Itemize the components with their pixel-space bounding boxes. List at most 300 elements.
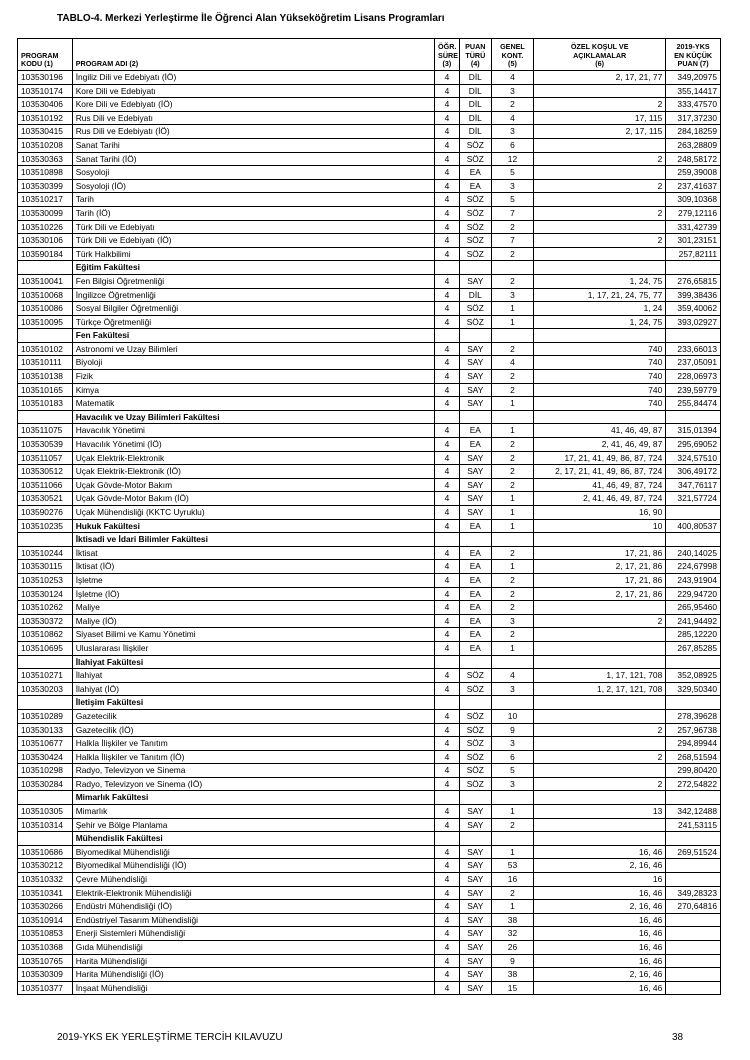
notes-cell: 2, 16, 46	[534, 859, 666, 873]
notes-cell	[534, 628, 666, 642]
notes-cell	[534, 818, 666, 832]
min-score-cell: 233,66013	[666, 342, 721, 356]
program-name-cell: Hukuk Fakültesi	[72, 519, 434, 533]
min-score-cell: 278,39628	[666, 709, 721, 723]
program-name-cell: Kore Dili ve Edebiyatı	[72, 84, 434, 98]
header-line: (4)	[470, 59, 480, 69]
table-row	[18, 913, 721, 927]
quota-cell: 38	[491, 913, 533, 927]
table-row	[18, 519, 721, 533]
table-row	[18, 954, 721, 968]
program-code-cell: 103510765	[18, 954, 73, 968]
table-row	[18, 98, 721, 112]
score-type-cell: DİL	[459, 111, 491, 125]
notes-cell	[534, 696, 666, 710]
notes-cell	[534, 791, 666, 805]
score-type-cell: EA	[459, 438, 491, 452]
min-score-cell: 352,08925	[666, 669, 721, 683]
header-line: TÜRÜ	[465, 50, 486, 60]
score-type-cell: DİL	[459, 71, 491, 85]
quota-cell: 2	[491, 451, 533, 465]
min-score-cell: 241,53115	[666, 818, 721, 832]
header-line: EN KÜÇÜK	[674, 50, 713, 60]
program-code-cell: 103510862	[18, 628, 73, 642]
program-name-cell: İktisat (İÖ)	[72, 560, 434, 574]
quota-cell: 10	[491, 709, 533, 723]
score-type-cell: SAY	[459, 478, 491, 492]
table-row	[18, 492, 721, 506]
min-score-cell: 239,59779	[666, 383, 721, 397]
duration-cell: 4	[435, 179, 460, 193]
duration-cell: 4	[435, 669, 460, 683]
score-type-cell	[459, 533, 491, 547]
program-name-cell: İngiliz Dili ve Edebiyatı (İÖ)	[72, 71, 434, 85]
quota-cell: 2	[491, 478, 533, 492]
notes-cell: 1, 17, 121, 708	[534, 669, 666, 683]
program-code-cell: 103510183	[18, 397, 73, 411]
duration-cell: 4	[435, 750, 460, 764]
quota-cell: 2	[491, 886, 533, 900]
page-title: TABLO-4. Merkezi Yerleştirme İle Öğrenci Alan Yükseköğretim Lisans Programları	[57, 13, 445, 24]
notes-cell: 740	[534, 342, 666, 356]
score-type-cell: EA	[459, 587, 491, 601]
score-type-cell: EA	[459, 546, 491, 560]
min-score-cell: 299,80420	[666, 764, 721, 778]
table-row	[18, 465, 721, 479]
program-name-cell: Türkçe Öğretmenliği	[72, 315, 434, 329]
program-name-cell: Harita Mühendisliği (İÖ)	[72, 968, 434, 982]
min-score-cell	[666, 968, 721, 982]
notes-cell: 2	[534, 206, 666, 220]
min-score-cell: 333,47570	[666, 98, 721, 112]
program-code-cell: 103530196	[18, 71, 73, 85]
program-name-cell: Tarih (İÖ)	[72, 206, 434, 220]
quota-cell: 3	[491, 737, 533, 751]
duration-cell: 4	[435, 954, 460, 968]
quota-cell	[491, 791, 533, 805]
table-row	[18, 506, 721, 520]
min-score-cell: 317,37230	[666, 111, 721, 125]
program-code-cell: 103530399	[18, 179, 73, 193]
notes-cell: 740	[534, 383, 666, 397]
score-type-cell: SÖZ	[459, 669, 491, 683]
notes-cell	[534, 764, 666, 778]
program-name-cell: Biyomedikal Mühendisliği (İÖ)	[72, 859, 434, 873]
score-type-cell: EA	[459, 573, 491, 587]
program-code-cell: 103510174	[18, 84, 73, 98]
section-row	[18, 655, 721, 669]
program-name-cell: Biyoloji	[72, 356, 434, 370]
min-score-cell: 355,14417	[666, 84, 721, 98]
duration-cell: 4	[435, 886, 460, 900]
score-type-cell: EA	[459, 179, 491, 193]
duration-cell: 4	[435, 492, 460, 506]
notes-cell: 10	[534, 519, 666, 533]
min-score-cell	[666, 410, 721, 424]
quota-cell: 6	[491, 138, 533, 152]
program-code-cell: 103530266	[18, 900, 73, 914]
quota-cell: 1	[491, 315, 533, 329]
min-score-cell: 393,02927	[666, 315, 721, 329]
header-line: PUAN	[465, 42, 486, 52]
score-type-cell: SAY	[459, 927, 491, 941]
min-score-cell: 265,95460	[666, 601, 721, 615]
quota-cell: 6	[491, 750, 533, 764]
notes-cell: 2	[534, 750, 666, 764]
header-line: KONT.	[501, 50, 524, 60]
notes-cell	[534, 832, 666, 846]
program-name-cell: Gıda Mühendisliği	[72, 941, 434, 955]
program-code-cell: 103530309	[18, 968, 73, 982]
score-type-cell: SÖZ	[459, 234, 491, 248]
program-code-cell: 103510341	[18, 886, 73, 900]
program-name-cell: Endüstri Mühendisliği (İÖ)	[72, 900, 434, 914]
table-row	[18, 342, 721, 356]
duration-cell: 4	[435, 682, 460, 696]
notes-cell: 16, 46	[534, 886, 666, 900]
program-code-cell: 103510208	[18, 138, 73, 152]
table-row	[18, 927, 721, 941]
header-min-score	[666, 39, 721, 71]
score-type-cell	[459, 832, 491, 846]
table-row	[18, 193, 721, 207]
quota-cell: 3	[491, 682, 533, 696]
header-line: PROGRAM ADI (2)	[75, 59, 139, 69]
program-name-cell: Biyomedikal Mühendisliği	[72, 845, 434, 859]
program-code-cell: 103530124	[18, 587, 73, 601]
min-score-cell: 257,96738	[666, 723, 721, 737]
score-type-cell	[459, 696, 491, 710]
program-code-cell: 103510314	[18, 818, 73, 832]
min-score-cell: 248,58172	[666, 152, 721, 166]
table-body	[18, 71, 721, 995]
min-score-cell: 255,84474	[666, 397, 721, 411]
notes-cell: 2, 16, 46	[534, 900, 666, 914]
quota-cell: 4	[491, 111, 533, 125]
program-name-cell: Fen Bilgisi Öğretmenliği	[72, 274, 434, 288]
program-code-cell: 103510914	[18, 913, 73, 927]
min-score-cell: 294,89944	[666, 737, 721, 751]
table-row	[18, 981, 721, 995]
header-line: ÖZEL KOŞUL VE	[570, 42, 629, 52]
quota-cell: 5	[491, 193, 533, 207]
score-type-cell: SÖZ	[459, 682, 491, 696]
notes-cell	[534, 220, 666, 234]
score-type-cell: SÖZ	[459, 750, 491, 764]
section-row	[18, 791, 721, 805]
notes-cell: 41, 46, 49, 87	[534, 424, 666, 438]
duration-cell: 4	[435, 206, 460, 220]
score-type-cell: SAY	[459, 913, 491, 927]
program-code-cell	[18, 832, 73, 846]
duration-cell: 4	[435, 573, 460, 587]
score-type-cell: SAY	[459, 397, 491, 411]
quota-cell: 5	[491, 764, 533, 778]
min-score-cell	[666, 832, 721, 846]
duration-cell: 4	[435, 546, 460, 560]
notes-cell	[534, 166, 666, 180]
min-score-cell	[666, 533, 721, 547]
quota-cell: 26	[491, 941, 533, 955]
notes-cell: 16, 46	[534, 981, 666, 995]
program-name-cell: İlahiyat (İÖ)	[72, 682, 434, 696]
program-name-cell: İktisadi ve İdari Bilimler Fakültesi	[72, 533, 434, 547]
min-score-cell: 268,51594	[666, 750, 721, 764]
header-notes	[534, 39, 666, 71]
header-line: KODU (1)	[21, 59, 53, 69]
quota-cell: 3	[491, 614, 533, 628]
table-row	[18, 302, 721, 316]
score-type-cell: SÖZ	[459, 152, 491, 166]
duration-cell: 4	[435, 451, 460, 465]
notes-cell	[534, 601, 666, 615]
duration-cell: 4	[435, 723, 460, 737]
notes-cell: 740	[534, 397, 666, 411]
quota-cell: 3	[491, 777, 533, 791]
quota-cell	[491, 410, 533, 424]
quota-cell: 2	[491, 587, 533, 601]
quota-cell: 3	[491, 125, 533, 139]
table-row	[18, 614, 721, 628]
score-type-cell: SAY	[459, 873, 491, 887]
min-score-cell	[666, 859, 721, 873]
notes-cell: 2	[534, 234, 666, 248]
section-row	[18, 533, 721, 547]
table-header-row	[18, 39, 721, 71]
notes-cell: 16, 46	[534, 845, 666, 859]
header-line: AÇIKLAMALAR	[573, 50, 627, 60]
duration-cell: 4	[435, 342, 460, 356]
program-code-cell: 103510262	[18, 601, 73, 615]
duration-cell: 4	[435, 152, 460, 166]
program-code-cell: 103510898	[18, 166, 73, 180]
quota-cell: 1	[491, 397, 533, 411]
program-code-cell: 103510368	[18, 941, 73, 955]
table-row	[18, 587, 721, 601]
program-code-cell	[18, 261, 73, 275]
header-line: (3)	[442, 59, 452, 69]
quota-cell: 4	[491, 71, 533, 85]
program-code-cell: 103510068	[18, 288, 73, 302]
duration-cell: 4	[435, 506, 460, 520]
program-code-cell: 103530203	[18, 682, 73, 696]
quota-cell: 15	[491, 981, 533, 995]
min-score-cell	[666, 261, 721, 275]
program-code-cell: 103511057	[18, 451, 73, 465]
score-type-cell: SAY	[459, 274, 491, 288]
duration-cell	[435, 533, 460, 547]
min-score-cell: 349,20975	[666, 71, 721, 85]
min-score-cell	[666, 954, 721, 968]
min-score-cell: 315,01394	[666, 424, 721, 438]
score-type-cell: SÖZ	[459, 723, 491, 737]
table-row	[18, 125, 721, 139]
table-row	[18, 560, 721, 574]
program-name-cell: Kore Dili ve Edebiyatı (İÖ)	[72, 98, 434, 112]
duration-cell: 4	[435, 628, 460, 642]
program-name-cell: Sosyal Bilgiler Öğretmenliği	[72, 302, 434, 316]
score-type-cell: EA	[459, 614, 491, 628]
quota-cell: 2	[491, 573, 533, 587]
program-code-cell: 103510271	[18, 669, 73, 683]
table-row	[18, 723, 721, 737]
quota-cell: 1	[491, 641, 533, 655]
program-name-cell: Mühendislik Fakültesi	[72, 832, 434, 846]
min-score-cell: 270,64816	[666, 900, 721, 914]
program-name-cell: İletişim Fakültesi	[72, 696, 434, 710]
section-row	[18, 832, 721, 846]
notes-cell	[534, 138, 666, 152]
quota-cell	[491, 533, 533, 547]
quota-cell: 1	[491, 560, 533, 574]
notes-cell: 17, 21, 41, 49, 86, 87, 724	[534, 451, 666, 465]
notes-cell: 1, 24, 75	[534, 315, 666, 329]
program-name-cell: Rus Dili ve Edebiyatı	[72, 111, 434, 125]
table-row	[18, 968, 721, 982]
duration-cell: 4	[435, 98, 460, 112]
table-row	[18, 424, 721, 438]
duration-cell: 4	[435, 383, 460, 397]
quota-cell: 2	[491, 383, 533, 397]
notes-cell: 16	[534, 873, 666, 887]
notes-cell: 17, 21, 86	[534, 546, 666, 560]
program-name-cell: Halkla İlişkiler ve Tanıtım	[72, 737, 434, 751]
table-row	[18, 71, 721, 85]
score-type-cell	[459, 655, 491, 669]
notes-cell: 41, 46, 49, 87, 724	[534, 478, 666, 492]
duration-cell	[435, 696, 460, 710]
score-type-cell: SAY	[459, 383, 491, 397]
duration-cell	[435, 791, 460, 805]
table-row	[18, 900, 721, 914]
min-score-cell: 279,12116	[666, 206, 721, 220]
min-score-cell	[666, 696, 721, 710]
duration-cell: 4	[435, 737, 460, 751]
notes-cell	[534, 737, 666, 751]
quota-cell: 32	[491, 927, 533, 941]
program-code-cell: 103590276	[18, 506, 73, 520]
min-score-cell: 284,18259	[666, 125, 721, 139]
score-type-cell: SÖZ	[459, 206, 491, 220]
programs-table	[17, 38, 721, 995]
quota-cell: 7	[491, 206, 533, 220]
score-type-cell: EA	[459, 641, 491, 655]
quota-cell: 9	[491, 954, 533, 968]
score-type-cell: SAY	[459, 954, 491, 968]
section-row	[18, 696, 721, 710]
table-row	[18, 682, 721, 696]
duration-cell: 4	[435, 125, 460, 139]
duration-cell: 4	[435, 859, 460, 873]
score-type-cell: SAY	[459, 845, 491, 859]
table-row	[18, 859, 721, 873]
table-row	[18, 152, 721, 166]
min-score-cell: 301,23151	[666, 234, 721, 248]
table-row	[18, 845, 721, 859]
program-name-cell: Türk Dili ve Edebiyatı (İÖ)	[72, 234, 434, 248]
notes-cell: 2	[534, 152, 666, 166]
table-row	[18, 274, 721, 288]
score-type-cell: SÖZ	[459, 315, 491, 329]
min-score-cell: 295,69052	[666, 438, 721, 452]
duration-cell: 4	[435, 356, 460, 370]
score-type-cell: SÖZ	[459, 737, 491, 751]
program-name-cell: İşletme (İÖ)	[72, 587, 434, 601]
program-code-cell: 103510289	[18, 709, 73, 723]
program-name-cell: Uçak Gövde-Motor Bakım (İÖ)	[72, 492, 434, 506]
min-score-cell: 267,85285	[666, 641, 721, 655]
program-name-cell: Havacılık ve Uzay Bilimleri Fakültesi	[72, 410, 434, 424]
table-row	[18, 709, 721, 723]
table-row	[18, 138, 721, 152]
program-code-cell: 103530539	[18, 438, 73, 452]
duration-cell	[435, 261, 460, 275]
table-row	[18, 750, 721, 764]
section-row	[18, 261, 721, 275]
table-row	[18, 573, 721, 587]
duration-cell: 4	[435, 478, 460, 492]
min-score-cell: 359,40062	[666, 302, 721, 316]
program-name-cell: Uçak Elektrik-Elektronik	[72, 451, 434, 465]
table-row	[18, 641, 721, 655]
duration-cell: 4	[435, 315, 460, 329]
duration-cell: 4	[435, 587, 460, 601]
min-score-cell: 263,28809	[666, 138, 721, 152]
duration-cell: 4	[435, 913, 460, 927]
program-name-cell: Fen Fakültesi	[72, 329, 434, 343]
notes-cell: 16, 46	[534, 954, 666, 968]
program-name-cell: Maliye (İÖ)	[72, 614, 434, 628]
quota-cell: 1	[491, 424, 533, 438]
quota-cell: 2	[491, 370, 533, 384]
quota-cell: 1	[491, 845, 533, 859]
min-score-cell: 309,10368	[666, 193, 721, 207]
program-code-cell	[18, 329, 73, 343]
program-name-cell: İktisat	[72, 546, 434, 560]
program-name-cell: Mimarlık	[72, 805, 434, 819]
duration-cell: 4	[435, 764, 460, 778]
notes-cell	[534, 533, 666, 547]
program-code-cell: 103530133	[18, 723, 73, 737]
page-number: 38	[672, 1032, 684, 1043]
program-code-cell: 103510192	[18, 111, 73, 125]
program-name-cell: Radyo, Televizyon ve Sinema (İÖ)	[72, 777, 434, 791]
header-line: PUAN (7)	[677, 59, 709, 69]
program-name-cell: Uçak Mühendisliği (KKTC Uyruklu)	[72, 506, 434, 520]
min-score-cell	[666, 655, 721, 669]
table-row	[18, 818, 721, 832]
min-score-cell	[666, 506, 721, 520]
program-name-cell: Sosyoloji	[72, 166, 434, 180]
header-line: GENEL	[500, 42, 525, 52]
duration-cell: 4	[435, 818, 460, 832]
quota-cell: 2	[491, 546, 533, 560]
notes-cell	[534, 410, 666, 424]
duration-cell: 4	[435, 927, 460, 941]
duration-cell: 4	[435, 873, 460, 887]
header-line: SÜRE	[438, 50, 459, 60]
score-type-cell: SAY	[459, 356, 491, 370]
quota-cell: 2	[491, 274, 533, 288]
notes-cell: 16, 90	[534, 506, 666, 520]
duration-cell	[435, 655, 460, 669]
notes-cell: 2	[534, 777, 666, 791]
quota-cell: 2	[491, 438, 533, 452]
program-name-cell: Havacılık Yönetimi (İÖ)	[72, 438, 434, 452]
min-score-cell: 349,28323	[666, 886, 721, 900]
program-name-cell: Türk Dili ve Edebiyatı	[72, 220, 434, 234]
duration-cell	[435, 832, 460, 846]
